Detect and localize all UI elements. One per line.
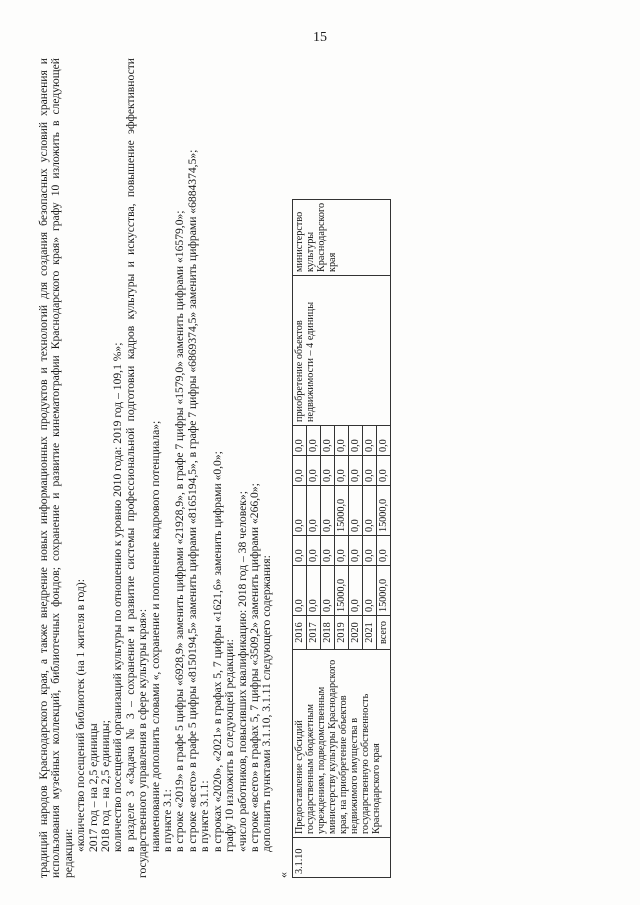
paragraph: «количество посещений библиотек (на 1 жителя в год): (74, 579, 88, 852)
value-cell: 0,0 (334, 536, 348, 566)
year-cell: 2016 (292, 616, 306, 650)
paragraph: количество посещений организаций культуры по отношению к уровню 2010 года: 2019 год – 109,1 %»; (111, 342, 125, 852)
year-cell: 2020 (348, 616, 362, 650)
year-cell: всего (376, 616, 390, 650)
value-cell: 0,0 (292, 536, 306, 566)
value-cell: 0,0 (292, 486, 306, 536)
paragraph: в строке «2019» в графе 5 цифры «6928,9» заменить цифрами «21928,9», в графе 7 цифры «1579,0» заменить цифрами «16579,0»; (173, 210, 187, 852)
value-cell: 0,0 (306, 486, 320, 536)
opening-quote: « (275, 872, 290, 878)
paragraph: наименование дополнить словами «, сохранение и пополнение кадрового потенциала»; (148, 420, 162, 852)
value-cell: 0,0 (376, 456, 390, 486)
year-cell: 2018 (320, 616, 334, 650)
paragraph: в строке «всего» в графе 5 цифры «8150194,5» заменить цифрами «8165194,5», в графе 7 цифры «6869374,5» заменить цифрами «6884374,5»; (185, 149, 199, 852)
value-cell: 0,0 (348, 486, 362, 536)
value-cell: 15000,0 (334, 566, 348, 616)
value-cell: 0,0 (306, 566, 320, 616)
paragraph: дополнить пунктами 3.1.10, 3.1.11 следующего содержания: (260, 555, 274, 852)
value-cell: 15000,0 (334, 486, 348, 536)
value-cell: 0,0 (348, 536, 362, 566)
value-cell: 0,0 (362, 566, 376, 616)
value-cell: 0,0 (320, 486, 334, 536)
value-cell: 0,0 (306, 536, 320, 566)
value-cell: 0,0 (320, 456, 334, 486)
value-cell: 15000,0 (376, 486, 390, 536)
year-cell: 2021 (362, 616, 376, 650)
table-row (292, 199, 306, 877)
value-cell: 0,0 (334, 426, 348, 456)
value-cell: 0,0 (348, 426, 362, 456)
program-table (292, 199, 391, 878)
value-cell: 0,0 (292, 426, 306, 456)
paragraph: в строке «всего» в графах 5, 7 цифры «3509,2» заменить цифрами «266,0»; (247, 483, 261, 852)
value-cell: 0,0 (306, 426, 320, 456)
value-cell: 0,0 (292, 456, 306, 486)
paragraph: 2017 год – на 2,5 единицы (86, 723, 100, 852)
result-cell: приобретение объектов недвижимости – 4 единицы (292, 276, 390, 426)
value-cell: 0,0 (362, 486, 376, 536)
value-cell: 0,0 (320, 536, 334, 566)
value-cell: 0,0 (334, 456, 348, 486)
year-cell: 2017 (306, 616, 320, 650)
measure-name-cell: Предоставление субсидий государственным бюджетным учреждениям, подведомственным министерству культуры Краснодарского края, на приобретение объектов недвижимого имущества в государственную собственность Краснодарского края (292, 650, 390, 838)
year-cell: 2019 (334, 616, 348, 650)
value-cell: 15000,0 (376, 566, 390, 616)
paragraph: традиций народов Краснодарского края, а также внедрение новых информационных продуктов и технологий для создания безопасных условий хранения и использования музейных коллекций, библиотечных фондов; сохранение и развитие кинематографии Краснодарского края» графу 10 изложить в следующей редакции: (37, 58, 75, 878)
value-cell: 0,0 (320, 426, 334, 456)
value-cell: 0,0 (376, 426, 390, 456)
value-cell: 0,0 (292, 566, 306, 616)
value-cell: 0,0 (306, 456, 320, 486)
value-cell: 0,0 (362, 456, 376, 486)
paragraph: в строках «2020», «2021» в графах 5, 7 цифры «1621,6» заменить цифрами «0,0»; (210, 451, 224, 852)
paragraph: в пункте 3.1.1: (198, 780, 212, 852)
table-body (292, 199, 390, 877)
value-cell: 0,0 (362, 536, 376, 566)
paragraph: «число работников, повысивших квалификацию: 2018 год – 38 человек»; (235, 491, 249, 852)
value-cell: 0,0 (348, 566, 362, 616)
value-cell: 0,0 (362, 426, 376, 456)
paragraph: в разделе 3 «Задача № 3 – сохранение и развитие системы профессиональной подготовки кадров культуры и искусства, повышение эффективности государственного управления в сфере культуры края»: (123, 58, 150, 878)
executor-cell: министерство культуры Краснодарского края (292, 199, 390, 275)
value-cell: 0,0 (376, 536, 390, 566)
value-cell: 0,0 (348, 456, 362, 486)
body-text (38, 58, 274, 878)
page-number: 15 (313, 30, 327, 45)
paragraph: графу 10 изложить в следующей редакции: (223, 639, 237, 852)
rotated-content (38, 58, 598, 878)
row-number-cell: 3.1.10 (292, 838, 390, 878)
value-cell: 0,0 (320, 566, 334, 616)
paragraph: 2018 год – на 2,5 единицы; (99, 720, 113, 852)
paragraph: в пункте 3.1: (161, 789, 175, 852)
